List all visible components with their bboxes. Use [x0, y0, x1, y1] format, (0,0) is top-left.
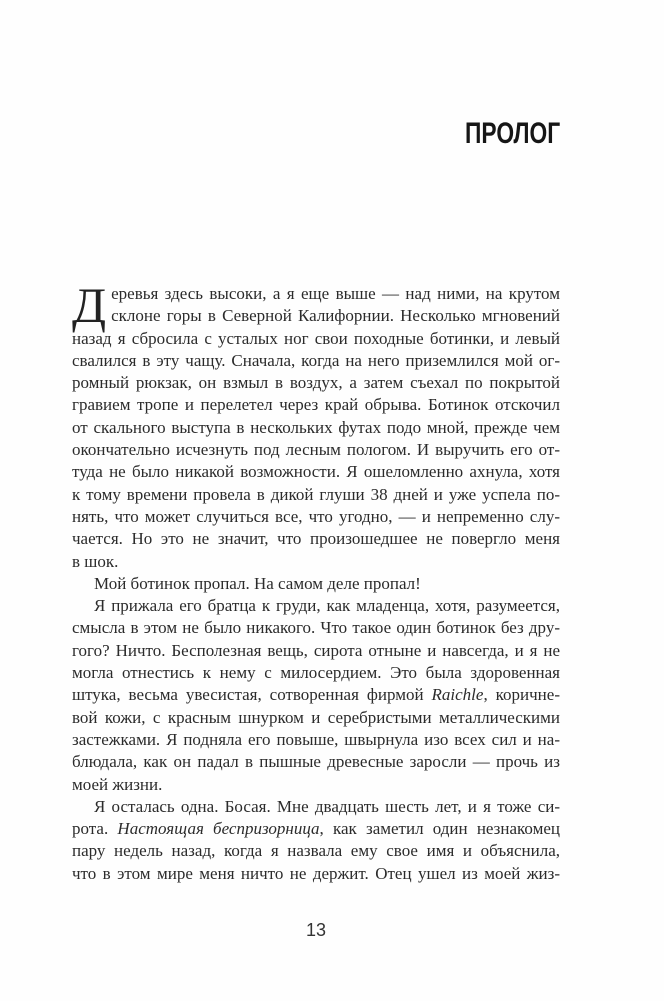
text-run: смысла в этом не было никакого. Что такое один ботинок без дру-: [72, 618, 560, 638]
text-line: [72, 863, 560, 885]
text-line: [72, 394, 560, 416]
text-run: окончательно исчезнуть под лесным пологом. И выручить его от-: [72, 440, 560, 460]
text-line: [72, 796, 560, 818]
text-run: блюдала, как он падал в пышные древесные заросли — прочь из: [72, 752, 560, 772]
italic-run: Настоящая беспризорница: [117, 819, 320, 839]
text-run: к тому времени провела в дикой глуши 38 дней и уже успела по-: [72, 484, 560, 504]
text-line: [72, 439, 560, 461]
text-run: штука, весьма увесистая, сотворенная фирмой: [72, 685, 432, 705]
text-run: рота.: [72, 819, 118, 839]
text-line: [72, 595, 560, 617]
text-run: назад я сбросила с усталых ног свои походные ботинки, и левый: [72, 328, 560, 348]
text-run: пару недель назад, когда я назвала ему свое имя и объяснила,: [72, 841, 560, 861]
text-line: [72, 840, 560, 862]
text-line: [72, 684, 560, 706]
text-run: в шок.: [72, 551, 119, 571]
text-line: [72, 573, 560, 595]
text-line: [72, 350, 560, 372]
text-run: чается. Но это не значит, что произошедшее не повергло меня: [72, 529, 560, 549]
text-run: от скального выступа в нескольких футах подо мной, прежде чем: [72, 417, 560, 437]
body-text: [72, 277, 561, 885]
text-line: [72, 528, 560, 550]
text-run: туда не было никакой возможности. Я ошеломленно ахнула, хотя: [72, 462, 560, 482]
text-run: вой кожи, с красным шнурком и серебристыми металлическими: [72, 707, 560, 727]
text-run: моей жизни.: [72, 774, 163, 794]
text-run: Я прижала его братца к груди, как младенца, хотя, разумеется,: [94, 596, 560, 616]
text-run: что в этом мире меня ничто не держит. Отец ушел из моей жиз-: [72, 863, 560, 883]
text-line: [72, 774, 560, 796]
italic-run: Raichle: [431, 685, 484, 705]
chapter-heading-row: [72, 119, 560, 149]
text-line: [72, 506, 560, 528]
text-run: могла отнестись к нему с милосердием. Это была здоровенная: [72, 663, 560, 683]
text-line: [72, 729, 560, 751]
text-line: [72, 818, 560, 840]
text-line: [72, 617, 560, 639]
drop-cap: Д: [72, 277, 107, 333]
text-line: [72, 461, 560, 483]
text-line: [72, 640, 560, 662]
text-run: склоне горы в Северной Калифорнии. Несколько мгновений: [111, 306, 560, 326]
text-line: [72, 417, 560, 439]
text-run: Я осталась одна. Босая. Мне двадцать шесть лет, и я тоже си-: [94, 796, 560, 816]
chapter-heading: ПРОЛОГ: [464, 117, 560, 150]
text-line: [72, 662, 560, 684]
text-line: [72, 551, 560, 573]
text-line: [72, 305, 560, 327]
text-run: еревья здесь высоки, а я еще выше — над ними, на крутом: [111, 284, 560, 303]
text-run: , как заметил один незнакомец: [319, 819, 561, 839]
text-run: гравием тропе и перелетел через край обрыва. Ботинок отскочил: [72, 395, 560, 415]
text-run: гого? Ничто. Бесполезная вещь, сирота отныне и навсегда, и я не: [72, 640, 560, 660]
text-run: нять, что может случиться все, что угодно, — и непременно слу-: [72, 506, 560, 526]
text-run: свалился в эту чащу. Сначала, когда на него приземлился мой ог-: [72, 350, 560, 370]
folio-row: [72, 919, 560, 941]
text-run: Мой ботинок пропал. На самом деле пропал!: [94, 573, 421, 593]
text-line: [72, 707, 560, 729]
text-line: [72, 484, 560, 506]
text-line: [72, 328, 560, 350]
text-line: [72, 372, 560, 394]
text-line: [72, 751, 560, 773]
page-number: 13: [305, 920, 327, 940]
text-run: застежками. Я подняла его повыше, швырнула изо всех сил и на-: [72, 729, 560, 749]
text-run: ромный рюкзак, он взмыл в воздух, а затем съехал по покрытой: [72, 373, 560, 393]
text-run: , коричне-: [483, 685, 560, 705]
